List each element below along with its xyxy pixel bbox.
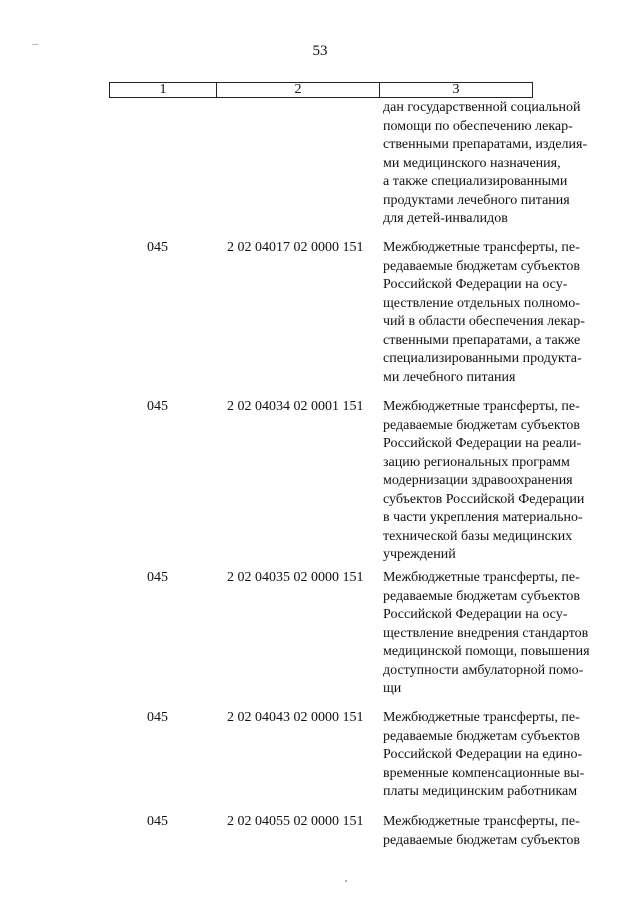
desc-line: медицинской помощи, повышения: [383, 644, 590, 659]
desc-line: Межбюджетные трансферты, пе-: [383, 399, 580, 414]
desc-line: учреждений: [383, 547, 456, 562]
table-header: [109, 82, 533, 98]
desc-line: помощи по обеспечению лекар-: [383, 118, 573, 134]
continuation-description: [383, 99, 608, 229]
desc-line: субъектов Российской Федерации: [383, 491, 585, 507]
desc-line: редаваемые бюджетам субъектов: [383, 588, 580, 604]
desc-line: ственными препаратами, а также: [383, 332, 581, 348]
desc-line: платы медицинским работникам: [383, 784, 578, 799]
row-code: 045: [147, 570, 168, 585]
desc-line: Российской Федерации на осу-: [383, 277, 568, 292]
desc-line: Российской Федерации на осу-: [383, 607, 568, 622]
row-kbk: 2 02 04035 02 0000 151: [227, 570, 364, 585]
desc-line: а также специализированными: [383, 174, 568, 189]
desc-line: технической базы медицинских: [383, 528, 573, 544]
desc-line: Российской Федерации на реали-: [383, 436, 582, 451]
desc-line: редаваемые бюджетам субъектов: [383, 417, 580, 433]
scan-artifact: [345, 880, 347, 882]
row-code: 045: [147, 240, 168, 255]
desc-line: модернизации здравоохранения: [383, 473, 573, 488]
row-code: 045: [147, 710, 168, 725]
header-col-3: 3: [452, 82, 460, 97]
row-description: [383, 398, 608, 565]
row-kbk: 2 02 04034 02 0001 151: [227, 399, 364, 414]
desc-line: ществление внедрения стандартов: [383, 625, 589, 641]
desc-line: редаваемые бюджетам субъектов: [383, 258, 580, 274]
desc-line: ми лечебного питания: [383, 369, 516, 385]
desc-line: специализированными продукта-: [383, 351, 582, 366]
row-kbk: 2 02 04017 02 0000 151: [227, 240, 364, 255]
desc-line: Межбюджетные трансферты, пе-: [383, 814, 580, 829]
desc-line: в части укрепления материально-: [383, 510, 583, 525]
desc-line: ществление отдельных полномо-: [383, 295, 580, 311]
header-col-2: 2: [217, 83, 380, 97]
desc-line: ственными препаратами, изделия-: [383, 137, 588, 152]
desc-line: для детей-инвалидов: [383, 211, 508, 226]
desc-line: временные компенсационные вы-: [383, 765, 585, 781]
row-description: [383, 709, 608, 802]
row-description: [383, 239, 608, 387]
header-col-1: 1: [110, 83, 217, 97]
desc-line: доступности амбулаторной помо-: [383, 662, 584, 678]
desc-line: ми медицинского назначения,: [383, 155, 561, 171]
desc-line: зацию региональных программ: [383, 454, 570, 470]
desc-line: Межбюджетные трансферты, пе-: [383, 570, 580, 585]
row-description: [383, 813, 608, 850]
desc-line: чий в области обеспечения лекар-: [383, 314, 585, 329]
desc-line: продуктами лечебного питания: [383, 192, 570, 208]
row-kbk: 2 02 04043 02 0000 151: [227, 710, 364, 725]
row-description: [383, 569, 608, 699]
desc-line: Российской Федерации на едино-: [383, 747, 583, 762]
desc-line: дан государственной социальной: [383, 100, 581, 115]
desc-line: редаваемые бюджетам субъектов: [383, 728, 580, 744]
page-number: 53: [312, 43, 328, 59]
desc-line: Межбюджетные трансферты, пе-: [383, 240, 580, 255]
row-code: 045: [147, 399, 168, 414]
desc-line: Межбюджетные трансферты, пе-: [383, 710, 580, 725]
row-kbk: 2 02 04055 02 0000 151: [227, 814, 364, 829]
desc-line: щи: [383, 681, 402, 696]
row-code: 045: [147, 814, 168, 829]
desc-line: редаваемые бюджетам субъектов: [383, 832, 580, 848]
